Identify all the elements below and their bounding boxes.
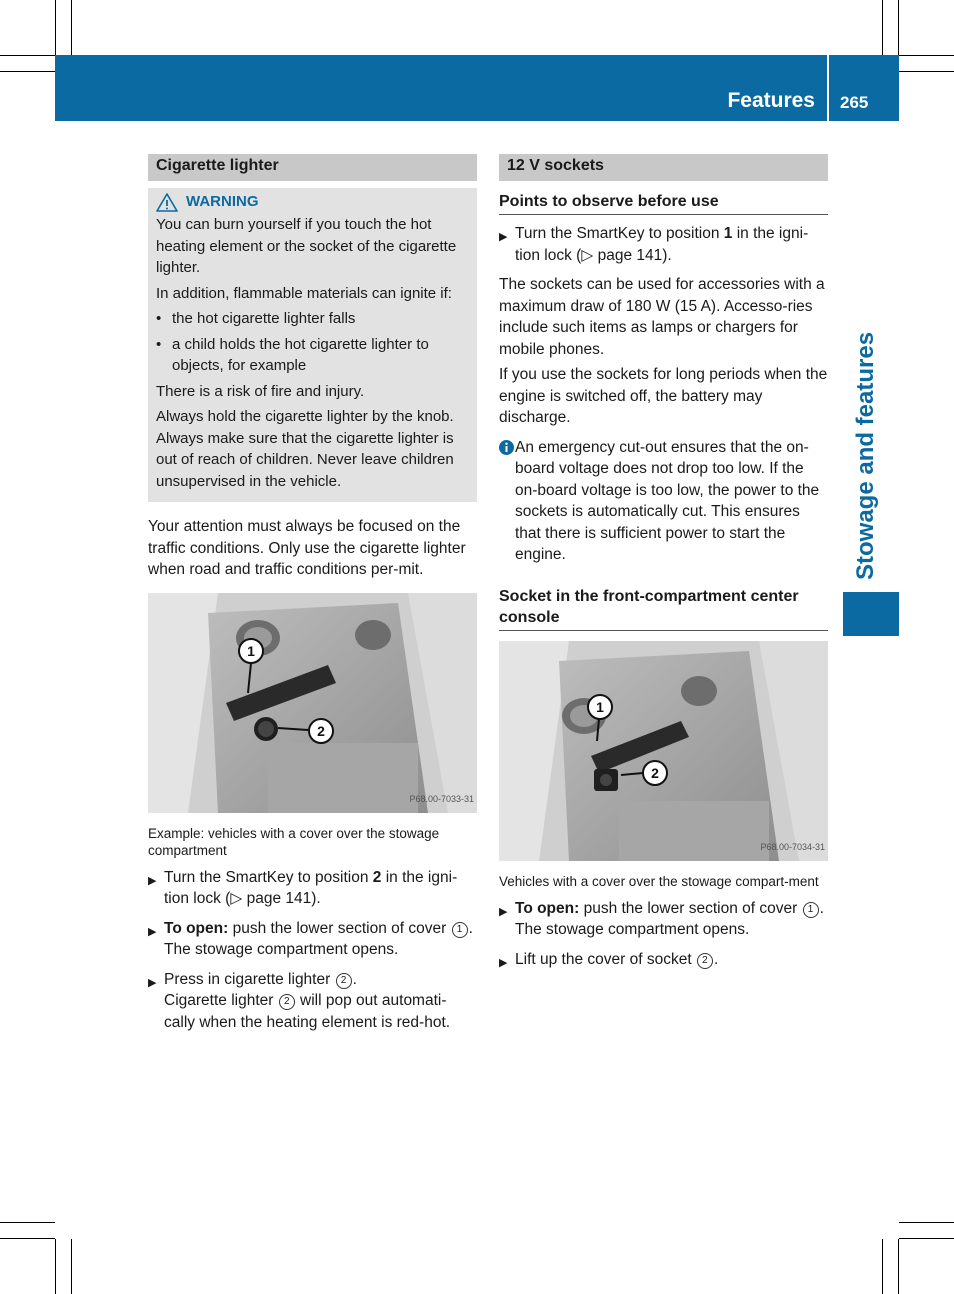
page-reference[interactable]: page 141). — [597, 246, 672, 264]
step-text: push the lower section of cover — [228, 919, 451, 937]
step-result: Cigarette lighter — [164, 992, 278, 1009]
step-bold: To open: — [515, 899, 580, 917]
callout-marker: 2 — [279, 994, 295, 1010]
crop-mark — [55, 1239, 56, 1294]
crop-mark — [899, 55, 954, 56]
header-divider — [827, 55, 829, 121]
info-icon — [499, 437, 515, 566]
crop-mark — [0, 1238, 55, 1239]
photo-caption: Example: vehicles with a cover over the stowage compartment — [148, 825, 440, 858]
photo-caption: Vehicles with a cover over the stowage compart-ment — [499, 873, 819, 889]
step-bold: To open: — [164, 919, 229, 937]
crop-mark — [899, 1238, 954, 1239]
warning-text: You can burn yourself if you touch the hot heating element or the socket of the cigarette lighter. — [156, 216, 457, 276]
subheading: Socket in the front-compartment center console — [499, 586, 828, 631]
right-column — [499, 154, 828, 974]
callout-marker: 1 — [803, 902, 819, 918]
warning-text: In addition, flammable materials can ignite if: — [156, 284, 452, 302]
info-note — [499, 437, 828, 566]
warning-heading — [156, 190, 469, 214]
console-photo-socket — [499, 641, 828, 861]
step-text: in the igni-tion lock ( — [164, 868, 458, 907]
step-text: . — [713, 950, 719, 968]
instruction-step — [148, 867, 477, 910]
list-item-text: the hot cigarette lighter falls — [172, 310, 356, 327]
crop-mark — [898, 0, 899, 55]
warning-triangle-icon — [156, 193, 178, 212]
crop-mark — [71, 1239, 72, 1294]
step-arrow-icon: ▶ — [499, 231, 508, 243]
photo-callout: 2 — [317, 722, 325, 739]
left-column — [148, 154, 477, 1033]
step-arrow-icon: ▶ — [148, 925, 157, 938]
step-text: Turn the SmartKey to position — [164, 868, 373, 886]
warning-text: Always hold the cigarette lighter by the knob. Always make sure that the cigarette lighter is out of reach of children. Never leave children unsupervised in the vehicle. — [156, 408, 454, 490]
instruction-step — [148, 969, 477, 1034]
step-text: Press in cigarette lighter — [164, 970, 335, 988]
warning-label: WARNING — [186, 193, 259, 211]
instruction-step — [499, 949, 828, 975]
crop-mark — [55, 0, 56, 55]
page-reference[interactable]: page 141). — [246, 890, 321, 907]
info-text: An emergency cut-out ensures that the on-board voltage does not drop too low. If the on-board voltage is too low, the power to the sockets is automatically cut. This ensures that there is sufficient power to start the engine. — [515, 438, 820, 563]
page-number: 265 — [840, 93, 869, 112]
attention-paragraph: Your attention must always be focused on the traffic conditions. Only use the cigarette lighter when road and traffic conditions per-mit. — [148, 518, 466, 578]
callout-marker: 1 — [452, 922, 468, 938]
photo-callout: 1 — [596, 698, 604, 715]
chapter-tab-label: Stowage and features — [852, 331, 879, 580]
callout-marker: 2 — [697, 953, 713, 969]
step-text: . — [352, 970, 357, 988]
step-text: push the lower section of cover — [579, 899, 802, 917]
list-item: • the hot cigarette lighter falls — [156, 308, 469, 330]
list-item: • a child holds the hot cigarette lighter to objects, for example — [156, 334, 469, 377]
section-title-cigarette-lighter: Cigarette lighter — [148, 154, 477, 181]
warning-box — [148, 188, 477, 502]
photo-code: P68.00-7034-31 — [760, 842, 825, 852]
section-title-12v-sockets: 12 V sockets — [499, 154, 828, 181]
chapter-tab-marker — [843, 592, 899, 636]
step-arrow-icon: ▶ — [499, 956, 508, 969]
step-result: The stowage compartment opens. — [515, 921, 750, 938]
page-ref-arrow-icon: ▷ — [581, 246, 594, 264]
photo-code: P68.00-7033-31 — [409, 794, 474, 804]
step-text: Turn the SmartKey to position — [515, 225, 724, 242]
step-arrow-icon: ▶ — [148, 976, 157, 989]
page-ref-arrow-icon: ▷ — [230, 890, 243, 907]
list-item-text: a child holds the hot cigarette lighter to objects, for example — [172, 335, 429, 374]
step-bold: 1 — [723, 225, 733, 242]
step-text: in the igni-tion lock ( — [515, 225, 809, 264]
paragraph: If you use the sockets for long periods when the engine is switched off, the battery may discharge. — [499, 366, 828, 426]
instruction-step — [148, 918, 477, 961]
subheading: Points to observe before use — [499, 191, 828, 215]
step-bold: 2 — [372, 868, 382, 886]
console-photo-lighter — [148, 593, 477, 813]
step-arrow-icon: ▶ — [148, 874, 157, 887]
crop-mark — [0, 55, 55, 56]
crop-mark — [0, 71, 55, 72]
step-text: . — [468, 919, 473, 937]
paragraph: The sockets can be used for accessories with a maximum draw of 180 W (15 A). Accesso-ries include such items as lamps or chargers for mobile phones. — [499, 276, 825, 358]
crop-mark — [898, 1239, 899, 1294]
crop-mark — [0, 1222, 55, 1223]
photo-callout: 2 — [651, 764, 659, 781]
crop-mark — [71, 0, 72, 55]
step-result: will pop out automati-cally when the heating element is red-hot. — [164, 992, 451, 1031]
warning-text: There is a risk of fire and injury. — [156, 382, 365, 400]
crop-mark — [899, 71, 954, 72]
callout-marker: 2 — [336, 973, 352, 989]
photo-callout: 1 — [247, 642, 255, 659]
instruction-step — [499, 898, 828, 941]
step-result: The stowage compartment opens. — [164, 941, 399, 958]
step-text: Lift up the cover of socket — [515, 950, 696, 968]
page-title: Features — [727, 89, 815, 112]
step-arrow-icon: ▶ — [499, 905, 508, 918]
crop-mark — [882, 1239, 883, 1294]
instruction-step — [499, 223, 828, 266]
step-text: . — [819, 899, 824, 917]
crop-mark — [899, 1222, 954, 1223]
crop-mark — [882, 0, 883, 55]
